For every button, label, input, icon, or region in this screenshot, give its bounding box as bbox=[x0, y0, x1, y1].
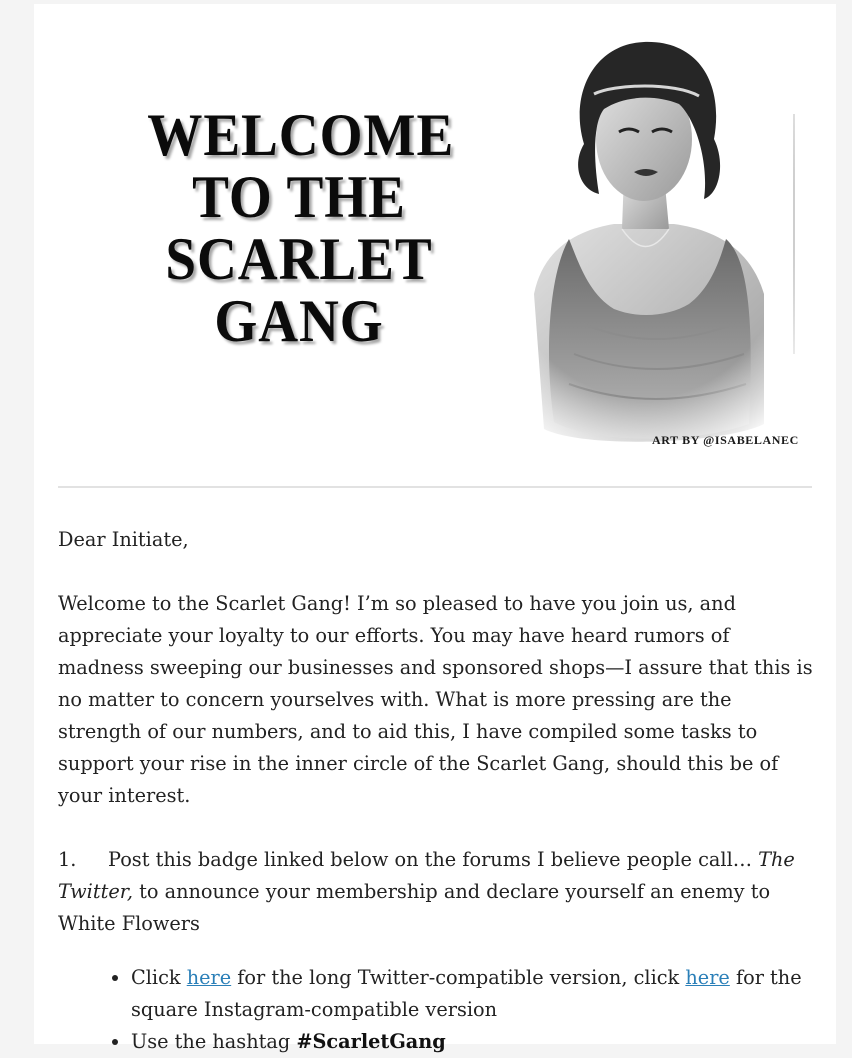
bullet-text: Click bbox=[131, 966, 187, 989]
bullet-text: for the long Twitter-compatible version, click bbox=[231, 966, 686, 989]
list-item bbox=[131, 1026, 818, 1058]
intro-paragraph: Welcome to the Scarlet Gang! I’m so pleased to have you join us, and appreciate your loyalty to our efforts. You may have heard rumors of madness sweeping our businesses and sponsored shops—I assure that this is no matter to concern yourselves with. What is more pressing are the strength of our numbers, and to aid this, I have compiled some tasks to support your rise in the inner circle of the Scarlet Gang, should this be of your interest. bbox=[58, 592, 813, 807]
art-credit: ART BY @ISABELANEC bbox=[652, 433, 799, 447]
task-number: 1. bbox=[58, 848, 77, 871]
hero-title-line: WELCOME bbox=[147, 102, 455, 168]
hero-title-line: GANG bbox=[214, 288, 384, 354]
hero-title-line: TO THE bbox=[192, 164, 406, 230]
task-bullet-list bbox=[58, 962, 818, 1058]
twitter-version-link[interactable]: here bbox=[186, 966, 232, 989]
hero-banner bbox=[34, 4, 836, 474]
portrait-illustration bbox=[464, 24, 824, 454]
bullet-text: for the square Instagram-compatible version bbox=[131, 966, 802, 1021]
instagram-version-link[interactable]: here bbox=[685, 966, 730, 989]
letter-body bbox=[58, 524, 818, 1058]
hero-title bbox=[147, 102, 455, 354]
bullet-text: Use the hashtag bbox=[131, 1030, 297, 1053]
hashtag: #ScarletGang bbox=[296, 1030, 446, 1053]
greeting: Dear Initiate, bbox=[58, 528, 189, 551]
task-emphasis: The Twitter, bbox=[58, 848, 795, 903]
task-item bbox=[58, 844, 818, 940]
divider bbox=[58, 486, 812, 488]
list-item bbox=[131, 962, 818, 1026]
email-card bbox=[34, 4, 836, 1053]
hero-title-line: SCARLET bbox=[165, 226, 433, 292]
task-text: Post this badge linked below on the forums I believe people call… bbox=[108, 848, 759, 871]
task-text-continued: to announce your membership and declare yourself an enemy to White Flowers bbox=[58, 880, 771, 935]
